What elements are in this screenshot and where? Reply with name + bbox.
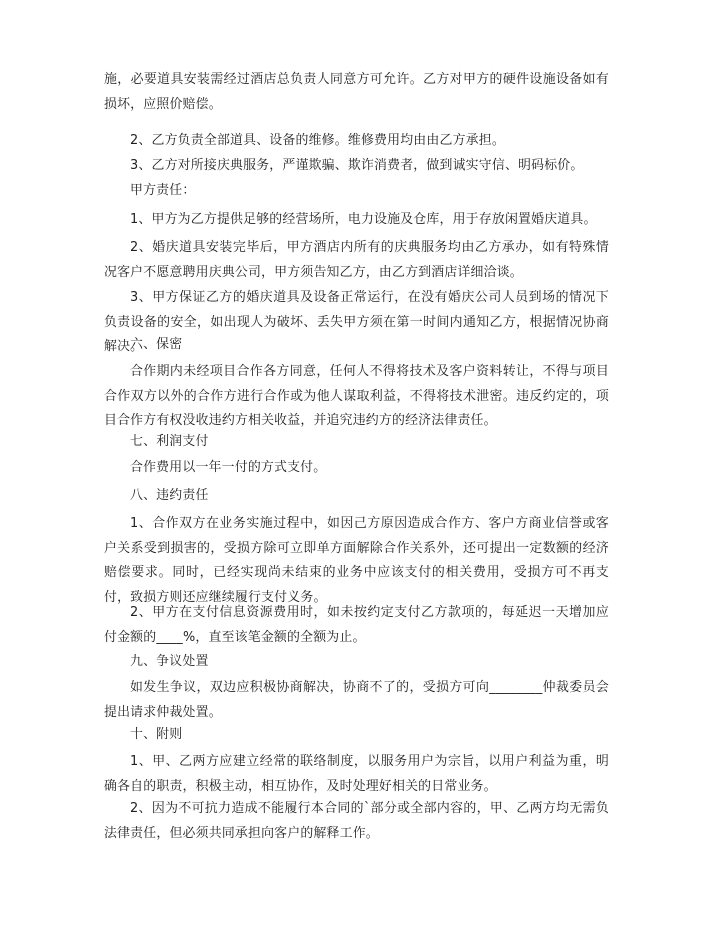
heading-party-a-duty: 甲方责任：: [130, 183, 196, 198]
paragraph-equipment: 3、甲方保证乙方的婚庆道具及设备正常运行，在没有婚庆公司人员到场的情况下负责设备的安全，如出现人为破坏、丢失甲方须在第一时间内通知乙方，根据情况协商解决。: [104, 290, 609, 354]
paragraph-honesty: 3、乙方对所接庆典服务，严谨欺骗、欺诈消费者，做到诚实守信、明码标价。: [130, 158, 584, 173]
paragraph-repair: 2、乙方负责全部道具、设备的维修。维修费用均由由乙方承担。: [130, 133, 505, 148]
heading-confidentiality: 六、保密: [130, 337, 183, 352]
paragraph-appendix-1: 1、甲、乙两方应建立经常的联络制度，以服务用户为宗旨，以用户利益为重，明确各自的职责，积极主动，相互协作，及时处理好相关的日常业务。: [104, 754, 609, 794]
heading-appendix: 十、附则: [130, 727, 183, 742]
heading-profit-payment: 七、利润支付: [130, 434, 209, 449]
paragraph-breach-2: 2、甲方在支付信息资源费用时，如未按约定支付乙方款项的，每延迟一天增加应付金额的____%，直至该笔金额的全额为止。: [104, 605, 609, 645]
paragraph-appendix-2: 2、因为不可抗力造成不能履行本合同的`部分或全部内容的，甲、乙两方均无需负法律责任，但必须共同承担向客户的解释工作。: [104, 801, 609, 841]
paragraph-venue: 1、甲方为乙方提供足够的经营场所，电力设施及仓库，用于存放闲置婚庆道具。: [130, 212, 597, 227]
paragraph-breach-1: 1、合作双方在业务实施过程中，如因己方原因造成合作方、客户方商业信誉或客户关系受到损害的，受损方除可立即单方面解除合作关系外，还可提出一定数额的经济赔偿要求。同时，已经实现尚未结束的业务中应该支付的相关费用，受损方可不再支付，致损方则还应继续履行支付义务。: [104, 516, 609, 605]
heading-dispute: 九、争议处置: [130, 654, 209, 669]
paragraph-confidentiality: 合作期内未经项目合作各方同意，任何人不得将技术及客户资料转让，不得与项目合作双方以外的合作方进行合作或为他人谋取利益，不得将技术泄密。违反约定的，项目合作方有权没收违约方相关收益，并追究违约方的经济法律责任。: [104, 364, 609, 428]
paragraph-service: 2、婚庆道具安装完毕后，甲方酒店内所有的庆典服务均由乙方承办，如有特殊情况客户不愿意聘用庆典公司，甲方须告知乙方，由乙方到酒店详细洽谈。: [104, 240, 609, 280]
paragraph-payment: 合作费用以一年一付的方式支付。: [130, 460, 327, 475]
paragraph-continuation: 施，必要道具安装需经过酒店总负责人同意方可允许。乙方对甲方的硬件设施设备如有损坏，应照价赔偿。: [104, 72, 609, 112]
heading-breach: 八、违约责任: [130, 488, 209, 503]
paragraph-dispute: 如发生争议，双边应积极协商解决，协商不了的，受损方可向________仲裁委员会提出请求仲裁处置。: [104, 680, 609, 720]
